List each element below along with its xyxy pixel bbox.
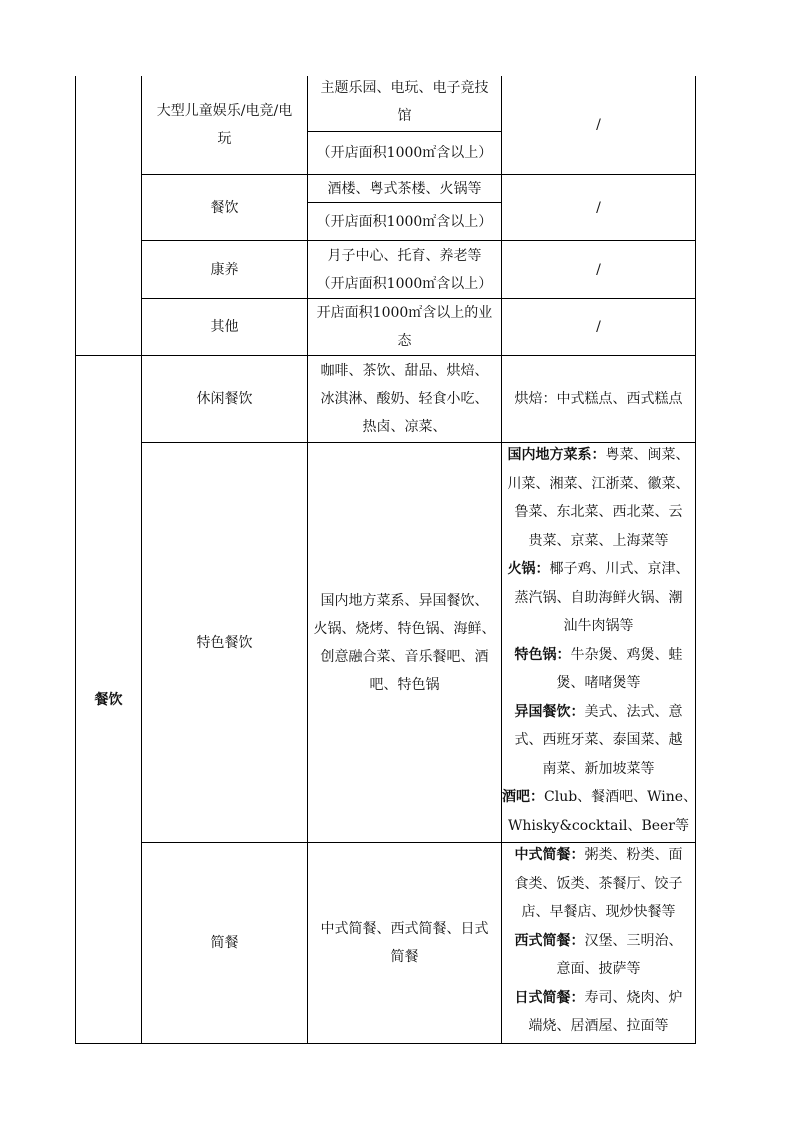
specialty-brands-text: 南菜、新加坡菜等	[542, 760, 655, 777]
simple-brands-line	[502, 984, 695, 1013]
other-brands-cell	[502, 299, 695, 355]
dining-note: （开店面积1000㎡含以上）	[316, 213, 493, 230]
specialty-brands-cell	[502, 441, 698, 840]
casual-subcategory-cell	[142, 356, 307, 442]
simple-scope-line-2: 简餐	[390, 949, 419, 965]
other-scope-line-1: 开店面积1000㎡含以上的业	[316, 305, 493, 321]
dining-scope: 酒楼、粤式茶楼、火锅等	[327, 180, 482, 197]
dining-note-cell	[308, 203, 501, 240]
specialty-brands-text: 蒸汽锅、自助海鲜火锅、潮	[514, 589, 683, 606]
health-scope-cell	[308, 241, 501, 298]
casual-scope-line-2: 冰淇淋、酸奶、轻食小吃、	[320, 391, 489, 407]
simple-brands-line	[502, 841, 695, 870]
kids-subcategory-line-1: 大型儿童娱乐/电竞/电	[156, 103, 293, 119]
dining-subcategory: 餐饮	[210, 199, 239, 216]
dining-subcategory-cell	[142, 175, 307, 240]
casual-brands: 烘焙：中式糕点、西式糕点	[514, 391, 683, 407]
health-subcategory: 康养	[210, 261, 239, 278]
other-scope-cell	[308, 299, 501, 355]
other-scope-line-2: 态	[397, 333, 412, 349]
simple-brands-line	[502, 898, 695, 927]
specialty-brands-heading: 国内地方菜系：	[507, 447, 606, 463]
specialty-brands-line	[502, 498, 695, 527]
specialty-brands-text: 汕牛肉锅等	[563, 618, 634, 634]
dining-category: 餐饮	[94, 691, 123, 708]
simple-brands-heading: 西式简餐：	[514, 932, 585, 949]
specialty-scope-line-2: 火锅、烧烤、特色锅、海鲜、	[313, 620, 496, 637]
table-border-bottom	[75, 1043, 696, 1044]
kids-scope-cell	[308, 72, 501, 131]
specialty-brands-heading: 特色锅：	[514, 646, 571, 663]
simple-brands-heading: 中式简餐：	[514, 847, 585, 863]
kids-scope-line-2: 馆	[397, 107, 412, 124]
simple-brands-text: 端烧、居酒屋、拉面等	[528, 1018, 669, 1034]
specialty-brands-text: 鲁菜、东北菜、西北菜、云	[514, 504, 683, 520]
specialty-brands-line	[502, 755, 695, 784]
casual-scope-line-1: 咖啡、茶饮、甜品、烘焙、	[320, 363, 489, 379]
health-brands: /	[596, 261, 601, 278]
kids-subcategory-line-2: 玩	[217, 131, 232, 147]
casual-scope-cell	[308, 356, 501, 442]
specialty-brands-text: 粤菜、闽菜、	[605, 447, 690, 463]
simple-brands-text: 食类、饭类、茶餐厅、饺子	[514, 875, 683, 892]
specialty-scope-line-3: 创意融合菜、音乐餐吧、酒	[320, 648, 489, 665]
specialty-brands-text: 式、西班牙菜、泰国菜、越	[514, 732, 683, 748]
specialty-brands-line	[502, 470, 695, 499]
specialty-brands-text: 贵菜、京菜、上海菜等	[528, 532, 669, 549]
specialty-scope-cell	[308, 443, 501, 842]
specialty-subcategory-cell	[142, 443, 307, 842]
casual-subcategory: 休闲餐饮	[196, 391, 253, 407]
dining-category-cell	[76, 356, 141, 1043]
specialty-scope-line-1: 国内地方菜系、异国餐饮、	[320, 592, 489, 609]
simple-brands-line	[502, 1012, 695, 1041]
specialty-subcategory: 特色餐饮	[196, 634, 253, 651]
specialty-brands-heading: 火锅：	[507, 561, 550, 577]
health-subcategory-cell	[142, 241, 307, 298]
simple-subcategory: 简餐	[210, 935, 239, 951]
other-subcategory: 其他	[210, 319, 239, 335]
specialty-brands-text: 牛杂煲、鸡煲、蛙	[570, 646, 683, 663]
specialty-brands-text: 煲、啫啫煲等	[556, 675, 641, 691]
simple-brands-heading: 日式简餐：	[514, 989, 585, 1006]
simple-brands-line	[502, 955, 695, 984]
health-scope-line-2: （开店面积1000㎡含以上）	[316, 275, 493, 292]
specialty-brands-text: 川菜、湘菜、江浙菜、徽菜、	[507, 475, 690, 492]
health-brands-cell	[502, 241, 695, 298]
specialty-brands-line	[502, 555, 695, 584]
specialty-brands-line	[502, 527, 695, 556]
specialty-brands-line	[502, 669, 695, 698]
dining-brands-cell	[502, 175, 695, 240]
other-subcategory-cell	[142, 299, 307, 355]
dining-scope-cell	[308, 175, 501, 202]
simple-brands-line	[502, 927, 695, 956]
kids-brands: /	[596, 117, 601, 133]
kids-note: （开店面积1000㎡含以上）	[316, 145, 493, 161]
table-border-right	[695, 76, 696, 1044]
simple-brands-text: 汉堡、三明治、	[584, 932, 683, 949]
casual-scope-line-3: 热卤、凉菜、	[362, 419, 447, 435]
specialty-brands-text: Whisky&cocktail、Beer等	[508, 817, 689, 834]
simple-scope-cell	[308, 843, 501, 1043]
other-brands: /	[596, 319, 601, 335]
specialty-brands-line	[502, 812, 695, 841]
specialty-brands-line	[502, 698, 695, 727]
simple-brands-text: 意面、披萨等	[556, 961, 641, 977]
specialty-brands-line	[502, 612, 695, 641]
specialty-brands-line	[502, 783, 698, 812]
specialty-brands-heading: 酒吧：	[502, 789, 544, 805]
kids-scope-line-1: 主题乐园、电玩、电子竞技	[320, 79, 489, 96]
simple-scope-line-1: 中式简餐、西式简餐、日式	[320, 921, 489, 937]
specialty-brands-line	[502, 641, 695, 670]
simple-brands-text: 店、早餐店、现炒快餐等	[521, 904, 676, 920]
kids-note-cell	[308, 132, 501, 174]
specialty-brands-text: 美式、法式、意	[584, 703, 683, 720]
simple-subcategory-cell	[142, 843, 307, 1043]
simple-brands-text: 寿司、烧肉、炉	[584, 989, 683, 1006]
specialty-scope-line-4: 吧、特色锅	[369, 676, 440, 693]
specialty-brands-line	[502, 584, 695, 613]
specialty-brands-text: Club、餐酒吧、Wine、	[544, 789, 698, 805]
specialty-brands-heading: 异国餐饮：	[514, 703, 585, 720]
simple-brands-text: 粥类、粉类、面	[584, 847, 683, 863]
specialty-brands-line	[502, 441, 695, 470]
dining-brands: /	[596, 199, 601, 216]
specialty-brands-text: 椰子鸡、川式、京津、	[549, 561, 690, 577]
kids-subcategory-cell	[142, 76, 307, 174]
simple-brands-line	[502, 870, 695, 899]
casual-brands-cell	[502, 356, 695, 442]
specialty-brands-line	[502, 726, 695, 755]
kids-brands-cell	[502, 76, 695, 174]
health-scope-line-1: 月子中心、托育、养老等	[327, 247, 482, 264]
simple-brands-cell	[502, 841, 695, 1041]
